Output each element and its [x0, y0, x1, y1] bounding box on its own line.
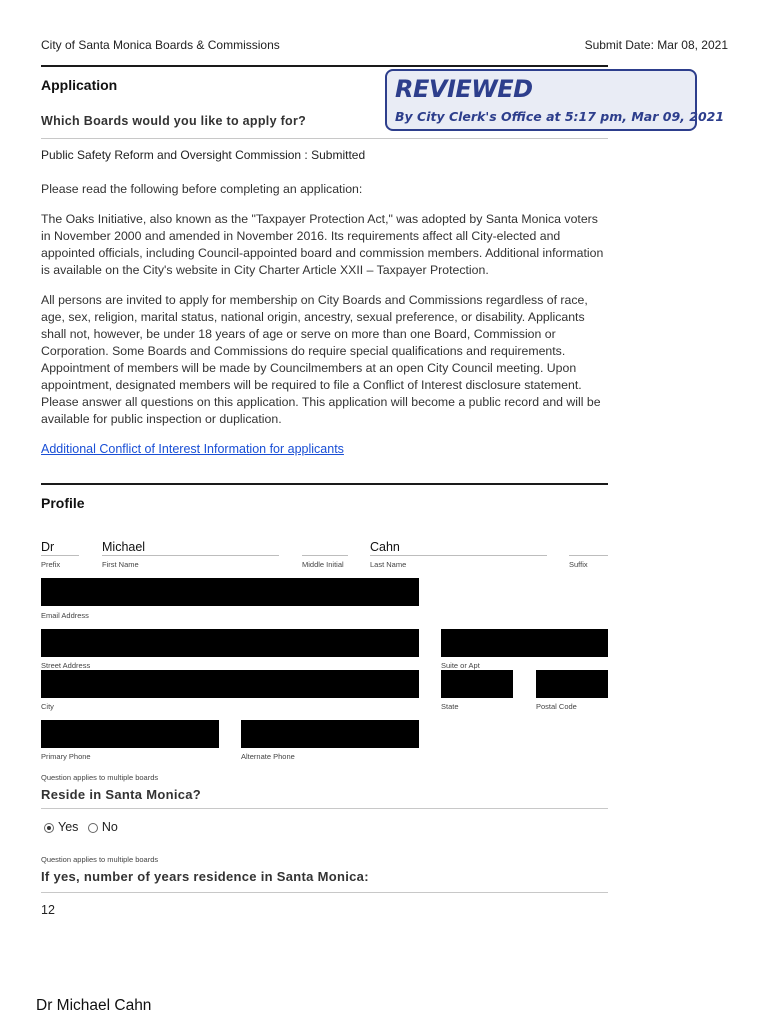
last-name-label: Last Name — [370, 560, 407, 569]
reside-options — [44, 820, 118, 834]
yes-label: Yes — [58, 820, 79, 834]
reside-divider — [41, 808, 608, 809]
no-radio[interactable] — [88, 823, 98, 833]
last-name-field[interactable] — [370, 555, 547, 556]
prefix-value[interactable]: Dr — [41, 540, 55, 554]
submit-date: Submit Date: Mar 08, 2021 — [584, 38, 728, 52]
years-answer: 12 — [41, 903, 55, 917]
street-label: Street Address — [41, 661, 91, 670]
reside-note: Question applies to multiple boards — [41, 773, 159, 782]
suffix-label: Suffix — [569, 560, 588, 569]
reviewed-stamp — [385, 69, 725, 131]
middle-initial-label: Middle Initial — [302, 560, 344, 569]
footer-name: Dr Michael Cahn — [36, 997, 152, 1014]
years-divider — [41, 892, 608, 893]
street-redacted — [41, 629, 419, 657]
org-name: City of Santa Monica Boards & Commissions — [41, 38, 280, 52]
suffix-field[interactable] — [569, 555, 608, 556]
years-note: Question applies to multiple boards — [41, 855, 159, 864]
primary-phone-redacted — [41, 720, 219, 748]
suite-redacted — [441, 629, 608, 657]
first-name-value[interactable]: Michael — [102, 540, 146, 554]
state-label: State — [441, 702, 459, 711]
stamp-title: REVIEWED — [395, 75, 533, 103]
profile-divider — [41, 483, 608, 485]
no-label: No — [101, 820, 118, 834]
stamp-subtitle: By City Clerk's Office at 5:17 pm, Mar 09, 2021 — [395, 109, 725, 124]
membership-paragraph: All persons are invited to apply for membership on City Boards and Commissions regardless of race, age, sex, religion, marital status, national origin, ancestry, sexual preference, or disability. Applicants shall not, however, be under 18 years of age or serve on more than one Board, Commission or Corporation. Some Boards and Commissions do require special qualifications and requirements. Appointment of members will be made by Councilmembers at an open City Council meeting. Upon appointment, designated members will be required to file a Conflict of Interest disclosure statement. Please answer all questions on this application. This application will become a public record and will be available for public inspection or duplication. — [41, 293, 601, 426]
alternate-phone-redacted — [241, 720, 419, 748]
middle-initial-field[interactable] — [302, 555, 348, 556]
reside-question: Reside in Santa Monica? — [41, 787, 202, 802]
postal-redacted — [536, 670, 608, 698]
oaks-paragraph: The Oaks Initiative, also known as the "Taxpayer Protection Act," was adopted by Santa Monica voters in November 2000 and amended in November 2016. Its requirements affect all City-elected and appointed officials, including Council-appointed board and commission members. Additional information is available on the City's website in City Charter Article XXII – Taxpayer Protection. — [41, 212, 604, 277]
first-name-field[interactable] — [102, 555, 279, 556]
primary-phone-label: Primary Phone — [41, 752, 91, 761]
section-divider — [41, 138, 608, 139]
suite-label: Suite or Apt — [441, 661, 480, 670]
yes-radio[interactable] — [44, 823, 54, 833]
boards-question: Which Boards would you like to apply for? — [41, 114, 307, 128]
conflict-info-link[interactable]: Additional Conflict of Interest Information for applicants — [41, 442, 344, 456]
email-redacted — [41, 578, 419, 606]
state-redacted — [441, 670, 513, 698]
city-redacted — [41, 670, 419, 698]
prefix-field[interactable] — [41, 555, 79, 556]
city-label: City — [41, 702, 54, 711]
profile-title: Profile — [41, 495, 85, 511]
alternate-phone-label: Alternate Phone — [241, 752, 295, 761]
years-question: If yes, number of years residence in Santa Monica: — [41, 869, 369, 884]
header-divider — [41, 65, 608, 67]
prefix-label: Prefix — [41, 560, 61, 569]
last-name-value[interactable]: Cahn — [370, 540, 400, 554]
intro-text: Please read the following before completing an application: — [41, 182, 363, 196]
email-label: Email Address — [41, 611, 89, 620]
postal-label: Postal Code — [536, 702, 577, 711]
board-selection: Public Safety Reform and Oversight Commission : Submitted — [41, 148, 366, 162]
application-title: Application — [41, 77, 118, 93]
first-name-label: First Name — [102, 560, 139, 569]
